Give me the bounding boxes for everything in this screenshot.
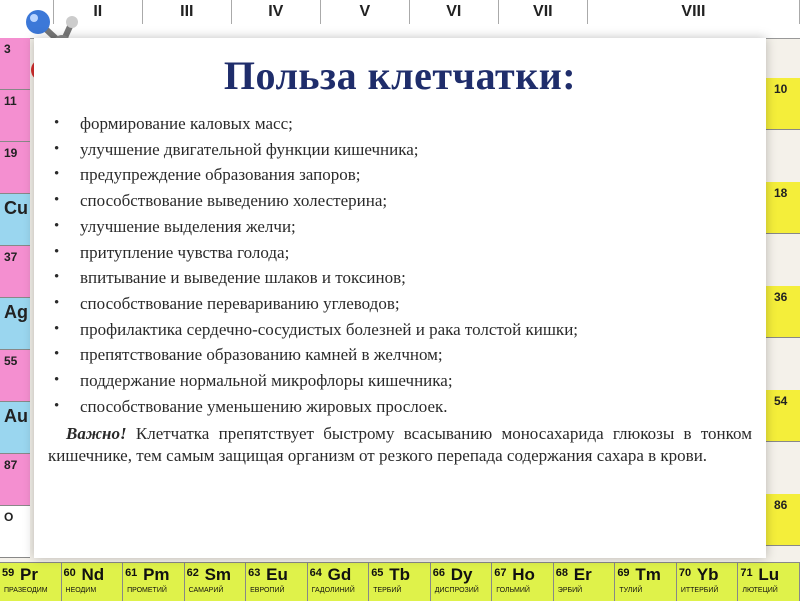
element-symbol: Pm [143, 565, 170, 584]
element-symbol: Lu [758, 565, 780, 584]
element-symbol: Pr [20, 565, 38, 584]
group-header: III [143, 0, 232, 24]
slide-title: Польза клетчатки: [223, 53, 577, 98]
element-cell: 55 [0, 350, 30, 402]
list-item-text: способствование перевариванию углеводов; [80, 293, 400, 313]
element-cell: Au [0, 402, 30, 454]
lanthanide-cell [492, 563, 554, 601]
lanthanide-cell [615, 563, 677, 601]
element-cell: 10 [766, 78, 800, 130]
atomic-number: 64 [309, 567, 322, 579]
lanthanide-cell [369, 563, 431, 601]
element-cell: 19 [0, 142, 30, 194]
bullet-icon: • [54, 243, 60, 260]
lanthanide-cell [185, 563, 247, 601]
atomic-number: 63 [248, 567, 261, 579]
list-item-text: улучшение двигательной функции кишечника; [80, 139, 419, 159]
benefits-list [50, 111, 578, 419]
element-name: НЕОДИМ [65, 587, 97, 594]
element-cell: Cu [0, 194, 30, 246]
atomic-number: 66 [432, 567, 445, 579]
element-name: ТУЛИЙ [619, 587, 643, 594]
element-cell: 36 [766, 286, 800, 338]
element-name: ДИСПРОЗИЙ [434, 587, 479, 594]
element-cell: 3 [0, 38, 30, 90]
bullet-icon: • [54, 320, 60, 337]
atomic-number: 61 [125, 567, 138, 579]
atomic-number: 59 [2, 567, 15, 579]
list-item-text: впитывание и выведение шлаков и токсинов; [80, 268, 406, 288]
list-item [50, 214, 578, 240]
element-name: ГАДОЛИНИЙ [311, 587, 355, 594]
left-element-column [0, 38, 30, 558]
bullet-icon: • [54, 397, 60, 414]
element-cell: 18 [766, 182, 800, 234]
slide-card [34, 38, 766, 558]
subgroup-row [0, 24, 800, 39]
bullet-icon: • [54, 115, 60, 131]
element-symbol: Ho [512, 565, 535, 584]
list-item [50, 368, 578, 394]
list-item-text: предупреждение образования запоров; [80, 165, 361, 185]
group-header: V [321, 0, 410, 24]
group-header: II [54, 0, 143, 24]
lanthanide-cell [0, 563, 62, 601]
list-item [50, 162, 578, 188]
element-symbol: Dy [450, 565, 473, 584]
lanthanide-cell [738, 563, 800, 601]
list-item-text: поддержание нормальной микрофлоры кишечника; [80, 371, 453, 391]
important-note [48, 423, 752, 467]
element-cell: O [0, 506, 30, 558]
list-item-text: способствование уменьшению жировых прослоек. [80, 396, 448, 416]
element-name: ПРАЗЕОДИМ [4, 587, 48, 594]
list-item-text: профилактика сердечно-сосудистых болезней и рака толстой кишки; [80, 319, 579, 339]
lanthanide-cell [246, 563, 308, 601]
lanthanide-cell [431, 563, 493, 601]
group-header: VII [499, 0, 588, 24]
list-item [50, 342, 578, 368]
list-item-text: притупление чувства голода; [80, 242, 290, 262]
element-symbol: Eu [266, 565, 288, 584]
important-text: Клетчатка препятствует быстрому всасыванию моносахарида глюкозы в тонком кишечнике, тем самым защищая организм от резкого перепада содержания сахара в крови. [48, 424, 752, 465]
bullet-icon: • [54, 346, 60, 363]
element-symbol: Yb [696, 565, 719, 584]
list-item [50, 188, 578, 214]
lanthanide-cell [308, 563, 370, 601]
list-item [50, 291, 578, 317]
bullet-icon: • [54, 192, 60, 209]
element-name: ТЕРБИЙ [373, 587, 402, 594]
list-item-text: способствование выведению холестерина; [80, 191, 388, 211]
element-name: САМАРИЙ [188, 587, 224, 594]
atomic-number: 62 [186, 567, 199, 579]
element-name: ПРОМЕТИЙ [127, 587, 167, 594]
atomic-number: 67 [494, 567, 507, 579]
element-name: ЕВРОПИЙ [250, 587, 285, 594]
element-symbol: Sm [204, 565, 232, 584]
atomic-number: 69 [617, 567, 630, 579]
atomic-number: 68 [555, 567, 569, 579]
list-item-text: улучшение выделения желчи; [80, 216, 296, 236]
list-item [50, 240, 578, 266]
bullet-icon: • [54, 372, 60, 389]
lanthanide-cell [62, 563, 124, 601]
lanthanide-cell [554, 563, 616, 601]
element-name: ЛЮТЕЦИЙ [742, 587, 778, 594]
lanthanide-row [0, 562, 800, 601]
bullet-icon: • [54, 166, 60, 183]
element-symbol: Tb [389, 565, 410, 584]
element-name: ЭРБИЙ [557, 587, 583, 594]
lanthanide-cell [123, 563, 185, 601]
atomic-number: 65 [371, 567, 384, 579]
group-header: VI [410, 0, 499, 24]
element-cell: Ag [0, 298, 30, 350]
element-cell: 37 [0, 246, 30, 298]
element-symbol: Nd [81, 565, 105, 584]
list-item [50, 111, 578, 137]
element-symbol: Tm [635, 565, 661, 584]
element-cell: 11 [0, 90, 30, 142]
list-item-text: препятствование образованию камней в желчном; [80, 345, 443, 365]
atomic-number: 71 [740, 567, 753, 579]
element-cell: 86 [766, 494, 800, 546]
list-item [50, 394, 578, 420]
element-name: ГОЛЬМИЙ [496, 587, 530, 594]
list-item-text: формирование каловых масс; [80, 114, 293, 133]
list-item [50, 137, 578, 163]
list-item [50, 317, 578, 343]
bullet-icon: • [54, 140, 60, 157]
atomic-number: 60 [63, 567, 76, 579]
list-item [50, 265, 578, 291]
element-cell: 87 [0, 454, 30, 506]
bullet-icon: • [54, 269, 60, 286]
group-header: IV [232, 0, 321, 24]
element-symbol: Gd [327, 565, 352, 584]
element-symbol: Er [573, 565, 592, 584]
atomic-number: 70 [678, 567, 692, 579]
bullet-icon: • [54, 294, 60, 311]
lanthanide-cell [677, 563, 739, 601]
element-cell: 54 [766, 390, 800, 442]
element-name: ИТТЕРБИЙ [680, 587, 719, 594]
right-element-column [766, 38, 800, 558]
group-header-row [0, 0, 800, 25]
group-header: VIII [588, 0, 800, 24]
important-label: Важно! [66, 424, 127, 443]
bullet-icon: • [54, 217, 60, 234]
